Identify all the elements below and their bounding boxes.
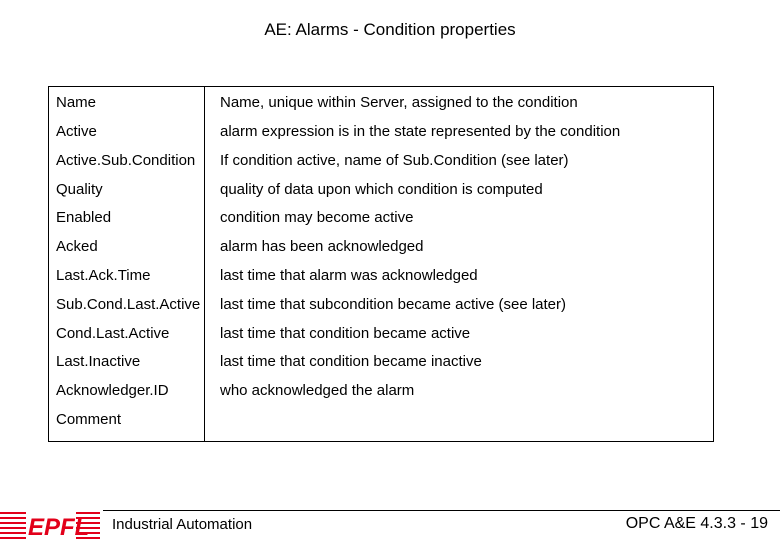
table-row bbox=[0, 348, 780, 376]
property-name: Acked bbox=[56, 238, 98, 255]
table-row bbox=[0, 176, 780, 204]
property-description: last time that alarm was acknowledged bbox=[220, 267, 478, 284]
table-row bbox=[0, 262, 780, 290]
property-description: last time that condition became inactive bbox=[220, 353, 482, 370]
property-name: Name bbox=[56, 94, 97, 111]
property-name: Cond.Last.Active bbox=[56, 325, 170, 342]
table-row bbox=[0, 89, 780, 117]
property-description: alarm expression is in the state represented by the condition bbox=[220, 123, 621, 140]
epfl-logo-text: EPFL bbox=[28, 514, 90, 540]
table-row bbox=[0, 320, 780, 348]
property-name: Enabled bbox=[56, 209, 112, 226]
property-name: Quality bbox=[56, 181, 103, 198]
property-description: last time that condition became active bbox=[220, 325, 471, 342]
property-name: Acknowledger.ID bbox=[56, 382, 169, 399]
footer-rule bbox=[103, 510, 780, 511]
table-row bbox=[0, 406, 780, 434]
property-name: Active.Sub.Condition bbox=[56, 152, 196, 169]
table-row bbox=[0, 204, 780, 232]
table-row bbox=[0, 291, 780, 319]
table-row bbox=[0, 147, 780, 175]
table-row bbox=[0, 118, 780, 146]
property-name: Last.Ack.Time bbox=[56, 267, 151, 284]
property-name: Comment bbox=[56, 411, 122, 428]
epfl-logo bbox=[0, 508, 100, 540]
table-row bbox=[0, 377, 780, 405]
table-row bbox=[0, 233, 780, 261]
property-description: who acknowledged the alarm bbox=[220, 382, 415, 399]
slide-title: AE: Alarms - Condition properties bbox=[264, 20, 516, 39]
property-description: Name, unique within Server, assigned to the condition bbox=[220, 94, 578, 111]
property-name: Last.Inactive bbox=[56, 353, 141, 370]
property-description: If condition active, name of Sub.Condition (see later) bbox=[220, 152, 569, 169]
footer-course-name: Industrial Automation bbox=[112, 516, 253, 533]
property-description: quality of data upon which condition is computed bbox=[220, 181, 543, 198]
property-name: Sub.Cond.Last.Active bbox=[56, 296, 201, 313]
property-description: last time that subcondition became active (see later) bbox=[220, 296, 567, 313]
property-description: condition may become active bbox=[220, 209, 414, 226]
property-name: Active bbox=[56, 123, 97, 140]
footer-page-ref: OPC A&E 4.3.3 - 19 bbox=[625, 515, 768, 532]
property-description: alarm has been acknowledged bbox=[220, 238, 424, 255]
